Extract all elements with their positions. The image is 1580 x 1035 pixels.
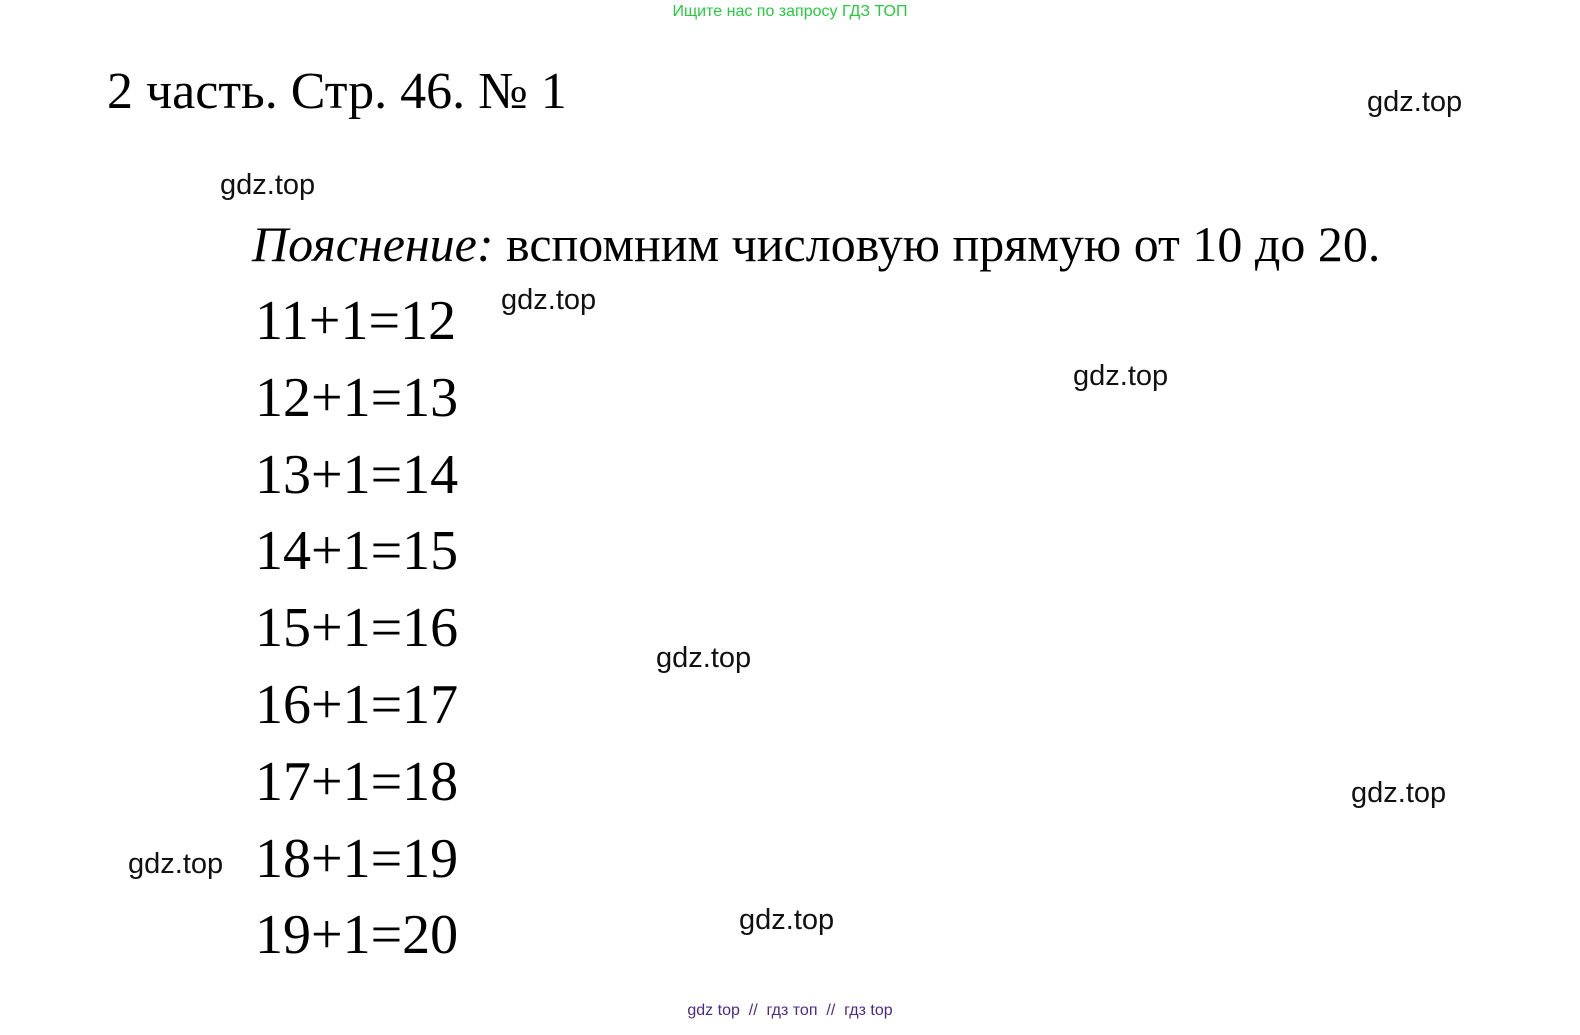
explanation-text: вспомним числовую прямую от 10 до 20. — [493, 216, 1381, 272]
watermark: gdz.top — [1073, 360, 1169, 392]
watermark: gdz.top — [1367, 86, 1463, 118]
equation: 12+1=13 — [255, 366, 459, 429]
explanation — [252, 212, 1380, 276]
equation: 18+1=19 — [255, 827, 459, 890]
equation: 14+1=15 — [255, 520, 459, 583]
watermark: gdz.top — [656, 642, 752, 674]
equation: 17+1=18 — [255, 750, 459, 813]
explanation-label: Пояснение: — [252, 216, 494, 272]
page-title: 2 часть. Стр. 46. № 1 — [107, 63, 567, 120]
watermark: gdz.top — [739, 904, 835, 936]
equation: 15+1=16 — [255, 597, 459, 660]
equation: 16+1=17 — [255, 673, 459, 736]
equation: 11+1=12 — [255, 290, 457, 352]
watermark: gdz.top — [220, 169, 316, 201]
equation-list — [255, 288, 458, 979]
footer: gdz top // гдз топ // гдз top — [687, 1002, 893, 1019]
watermark: gdz.top — [128, 848, 224, 880]
equation: 19+1=20 — [255, 904, 459, 967]
watermark: gdz.top — [501, 284, 597, 316]
watermark: gdz.top — [1351, 777, 1447, 809]
top-banner: Ищите нас по запросу ГДЗ ТОП — [672, 3, 908, 20]
equation: 13+1=14 — [255, 443, 459, 506]
